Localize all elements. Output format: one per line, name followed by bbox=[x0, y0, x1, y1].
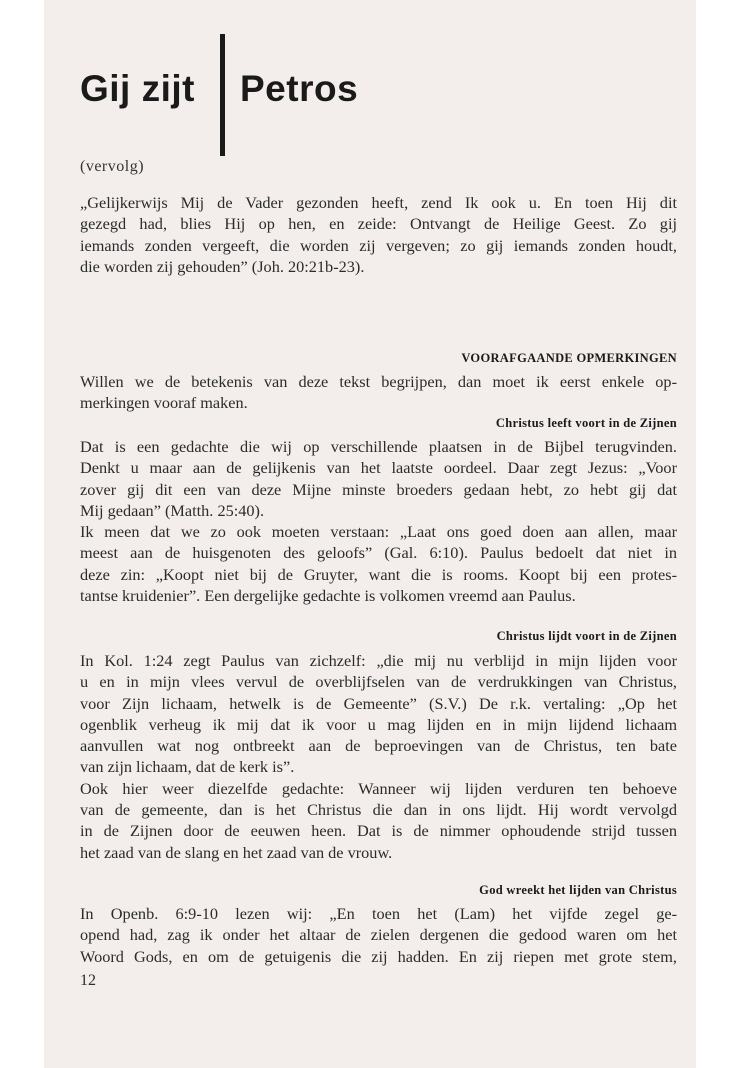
subheading-3: God wreekt het lijden van Christus bbox=[479, 883, 677, 897]
text-line: Denkt u maar aan de gelijkenis van het laatste oordeel. Daar zegt Jezus: „Voor bbox=[80, 458, 677, 478]
text-line: opend had, zag ik onder het altaar de zielen dergenen die gedood waren om het bbox=[80, 925, 677, 945]
text-line: Ook hier weer diezelfde gedachte: Wanneer wij lijden verduren ten behoeve bbox=[80, 778, 677, 798]
text-line: ogenblik verheug ik mij dat ik voor u mag lijden en in mijn lijdend lichaam bbox=[80, 714, 677, 734]
text-line: in de Zijnen door de eeuwen heen. Dat is de nimmer ophoudende strijd tussen bbox=[80, 821, 677, 841]
text-line: u en in mijn vlees vervul de overblijfselen van de verdrukkingen van Christus, bbox=[80, 672, 677, 692]
text-line: In Kol. 1:24 zegt Paulus van zichzelf: „die mij nu verblijd in mijn lijden voor bbox=[80, 651, 677, 670]
text-line: Woord Gods, en om de getuigenis die zij hadden. En zij riepen met grote stem, bbox=[80, 946, 677, 966]
text-line: aanvullen wat nog ontbreekt aan de beproevingen van de Christus, ten bate bbox=[80, 736, 677, 756]
title-left: Gij zijt bbox=[80, 68, 195, 109]
text-line: van zijn lichaam, dat de kerk is”. bbox=[80, 757, 295, 777]
text-line: deze zin: „Koopt niet bij de Gruyter, want die is rooms. Koopt bij een protes- bbox=[80, 564, 677, 584]
text-line: merkingen vooraf maken. bbox=[80, 393, 248, 413]
text-line: het zaad van de slang en het zaad van de vrouw. bbox=[80, 842, 393, 862]
text-line: iemands zonden vergeeft, die worden zij vergeven; zo gij iemands zonden houdt, bbox=[80, 235, 677, 255]
document-page bbox=[44, 0, 696, 1068]
text-line: „Gelijkerwijs Mij de Vader gezonden heeft, zend Ik ook u. En toen Hij dit bbox=[80, 193, 677, 212]
title-divider bbox=[220, 34, 225, 156]
text-line: Dat is een gedachte die wij op verschillende plaatsen in de Bijbel terugvinden. bbox=[80, 437, 677, 456]
section-paragraph bbox=[80, 371, 677, 414]
text-line: die worden zij gehouden” (Joh. 20:21b-23). bbox=[80, 256, 365, 276]
page-number: 12 bbox=[80, 972, 96, 989]
section-heading: VOORAFGAANDE OPMERKINGEN bbox=[461, 351, 677, 365]
text-line: Willen we de betekenis van deze tekst begrijpen, dan moet ik eerst enkele op- bbox=[80, 372, 677, 391]
subsection-1-text bbox=[80, 436, 677, 606]
subheading-1: Christus leeft voort in de Zijnen bbox=[495, 416, 677, 430]
text-line: In Openb. 6:9-10 lezen wij: „En toen het (Lam) het vijfde zegel ge- bbox=[80, 904, 677, 923]
subsection-2-text bbox=[80, 650, 677, 863]
text-line: zover gij dit een van deze Mijne minste broeders gedaan hebt, zo hebt gij dat bbox=[80, 479, 677, 499]
text-line: gezegd had, blies Hij op hen, en zeide: Ontvangt de Heilige Geest. Zo gij bbox=[80, 214, 677, 234]
text-line: voor Zijn lichaam, hetwelk is de Gemeente” (S.V.) De r.k. vertaling: „Op het bbox=[80, 693, 677, 713]
text-line: Mij gedaan” (Matth. 25:40). bbox=[80, 500, 265, 520]
title-right: Petros bbox=[240, 68, 359, 109]
text-line: Ik meen dat we zo ook moeten verstaan: „Laat ons goed doen aan allen, maar bbox=[80, 522, 677, 542]
subheading-2: Christus lijdt voort in de Zijnen bbox=[496, 629, 677, 643]
intro-paragraph bbox=[80, 192, 677, 277]
text-line: tantse kruidenier”. Een dergelijke gedachte is volkomen vreemd aan Paulus. bbox=[80, 586, 576, 606]
text-line: meest aan de huisgenoten des geloofs” (Gal. 6:10). Paulus bedoelt dat niet in bbox=[80, 543, 677, 563]
subsection-3-text bbox=[80, 903, 677, 967]
subtitle: (vervolg) bbox=[80, 158, 145, 175]
text-line: van de gemeente, dan is het Christus die dan in ons lijdt. Hij wordt vervolgd bbox=[80, 800, 677, 820]
